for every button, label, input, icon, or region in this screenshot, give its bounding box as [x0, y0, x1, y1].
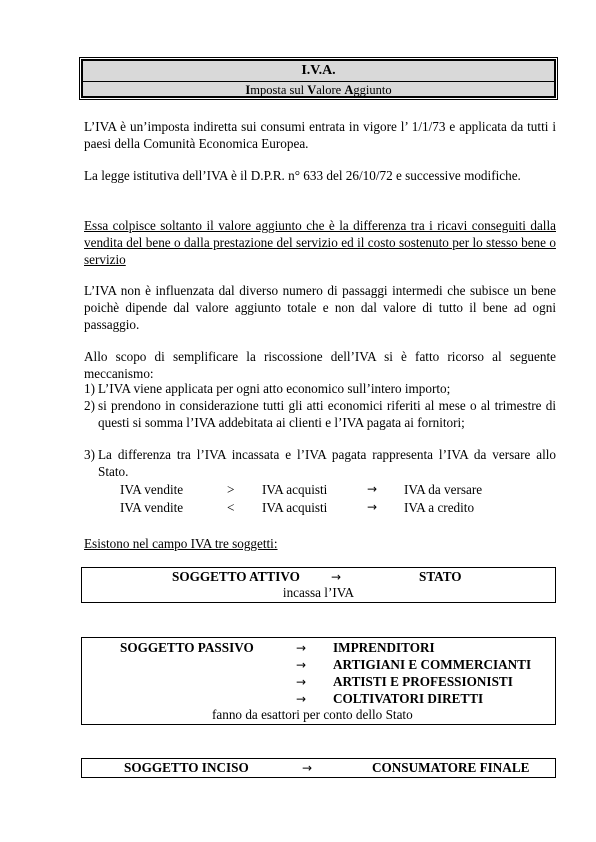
comparison-left: IVA vendite	[120, 482, 184, 497]
comparison-left: IVA vendite	[120, 500, 184, 515]
list-number: 2)	[84, 398, 95, 413]
right-arrow-icon: →	[302, 761, 313, 775]
passive-subject-item: IMPRENDITORI	[333, 640, 435, 655]
subjects-intro: Esistono nel campo IVA tre soggetti:	[84, 536, 278, 551]
incised-subject-value: CONSUMATORE FINALE	[372, 760, 530, 775]
comparison-result: IVA da versare	[404, 482, 483, 497]
incised-subject-label: SOGGETTO INCISO	[124, 760, 249, 775]
title-box	[81, 59, 556, 98]
comparison-result: IVA a credito	[404, 500, 475, 515]
passive-subject-note: fanno da esattori per conto dello Stato	[212, 707, 413, 722]
paragraph-mechanism: Allo scopo di semplificare la riscossione dell’IVA si è fatto ricorso al seguente meccanismo:	[84, 349, 556, 381]
right-arrow-icon: →	[367, 500, 378, 514]
list-number: 3)	[84, 447, 95, 462]
list-text: si prendono in considerazione tutti gli atti economici riferiti al mese o al trimestre di questi si somma l’IVA addebitata ai clienti e l’IVA pagata ai fornitori;	[98, 398, 556, 430]
list-item	[84, 380, 556, 397]
active-subject-label: SOGGETTO ATTIVO	[172, 569, 300, 584]
comparison-row	[0, 482, 596, 499]
incised-subject-box	[81, 758, 556, 778]
paragraph-intro: L’IVA è un’imposta indiretta sui consumi entrata in vigore l’ 1/1/73 e applicata da tutti i paesi della Comunità Economica Europea.	[84, 119, 556, 151]
right-arrow-icon: →	[367, 482, 378, 496]
list-item	[84, 446, 556, 480]
document-subtitle: Imposta sul Valore Aggiunto	[83, 81, 554, 98]
active-subject-note: incassa l’IVA	[282, 585, 355, 600]
active-subject-value: STATO	[419, 569, 462, 584]
passive-subject-box	[81, 637, 556, 725]
right-arrow-icon: →	[296, 675, 307, 689]
comparison-right: IVA acquisti	[262, 500, 328, 515]
list-item	[84, 397, 556, 431]
right-arrow-icon: →	[296, 658, 307, 672]
document-title: I.V.A.	[301, 63, 336, 78]
passive-subject-item: ARTISTI E PROFESSIONISTI	[333, 674, 513, 689]
list-number: 1)	[84, 381, 95, 396]
right-arrow-icon: →	[331, 570, 342, 584]
right-arrow-icon: →	[296, 641, 307, 655]
list-text: La differenza tra l’IVA incassata e l’IVA pagata rappresenta l’IVA da versare allo Stato.	[98, 447, 556, 479]
comparison-right: IVA acquisti	[262, 482, 328, 497]
passive-subject-item: ARTIGIANI E COMMERCIANTI	[333, 657, 532, 672]
paragraph-law: La legge istitutiva dell’IVA è il D.P.R. n° 633 del 26/10/72 e successive modifiche.	[84, 168, 521, 183]
comparison-operator: >	[227, 482, 235, 497]
comparison-row	[0, 500, 596, 517]
active-subject-box	[81, 567, 556, 603]
comparison-operator: <	[227, 500, 235, 515]
list-text: L’IVA viene applicata per ogni atto economico sull’intero importo;	[98, 381, 451, 396]
paragraph-passages: L’IVA non è influenzata dal diverso numero di passaggi intermedi che subisce un bene poichè dipende dal valore aggiunto totale e non dal valore di tutto il bene ad ogni passaggio.	[84, 283, 556, 332]
passive-subject-item: COLTIVATORI DIRETTI	[333, 691, 484, 706]
paragraph-value-added: Essa colpisce soltanto il valore aggiunto che è la differenza tra i ricavi conseguiti dalla vendita del bene o dalla prestazione del servizio ed il costo sostenuto per lo stesso bene o servizio	[84, 218, 556, 267]
right-arrow-icon: →	[296, 692, 307, 706]
passive-subject-label: SOGGETTO PASSIVO	[120, 640, 254, 655]
